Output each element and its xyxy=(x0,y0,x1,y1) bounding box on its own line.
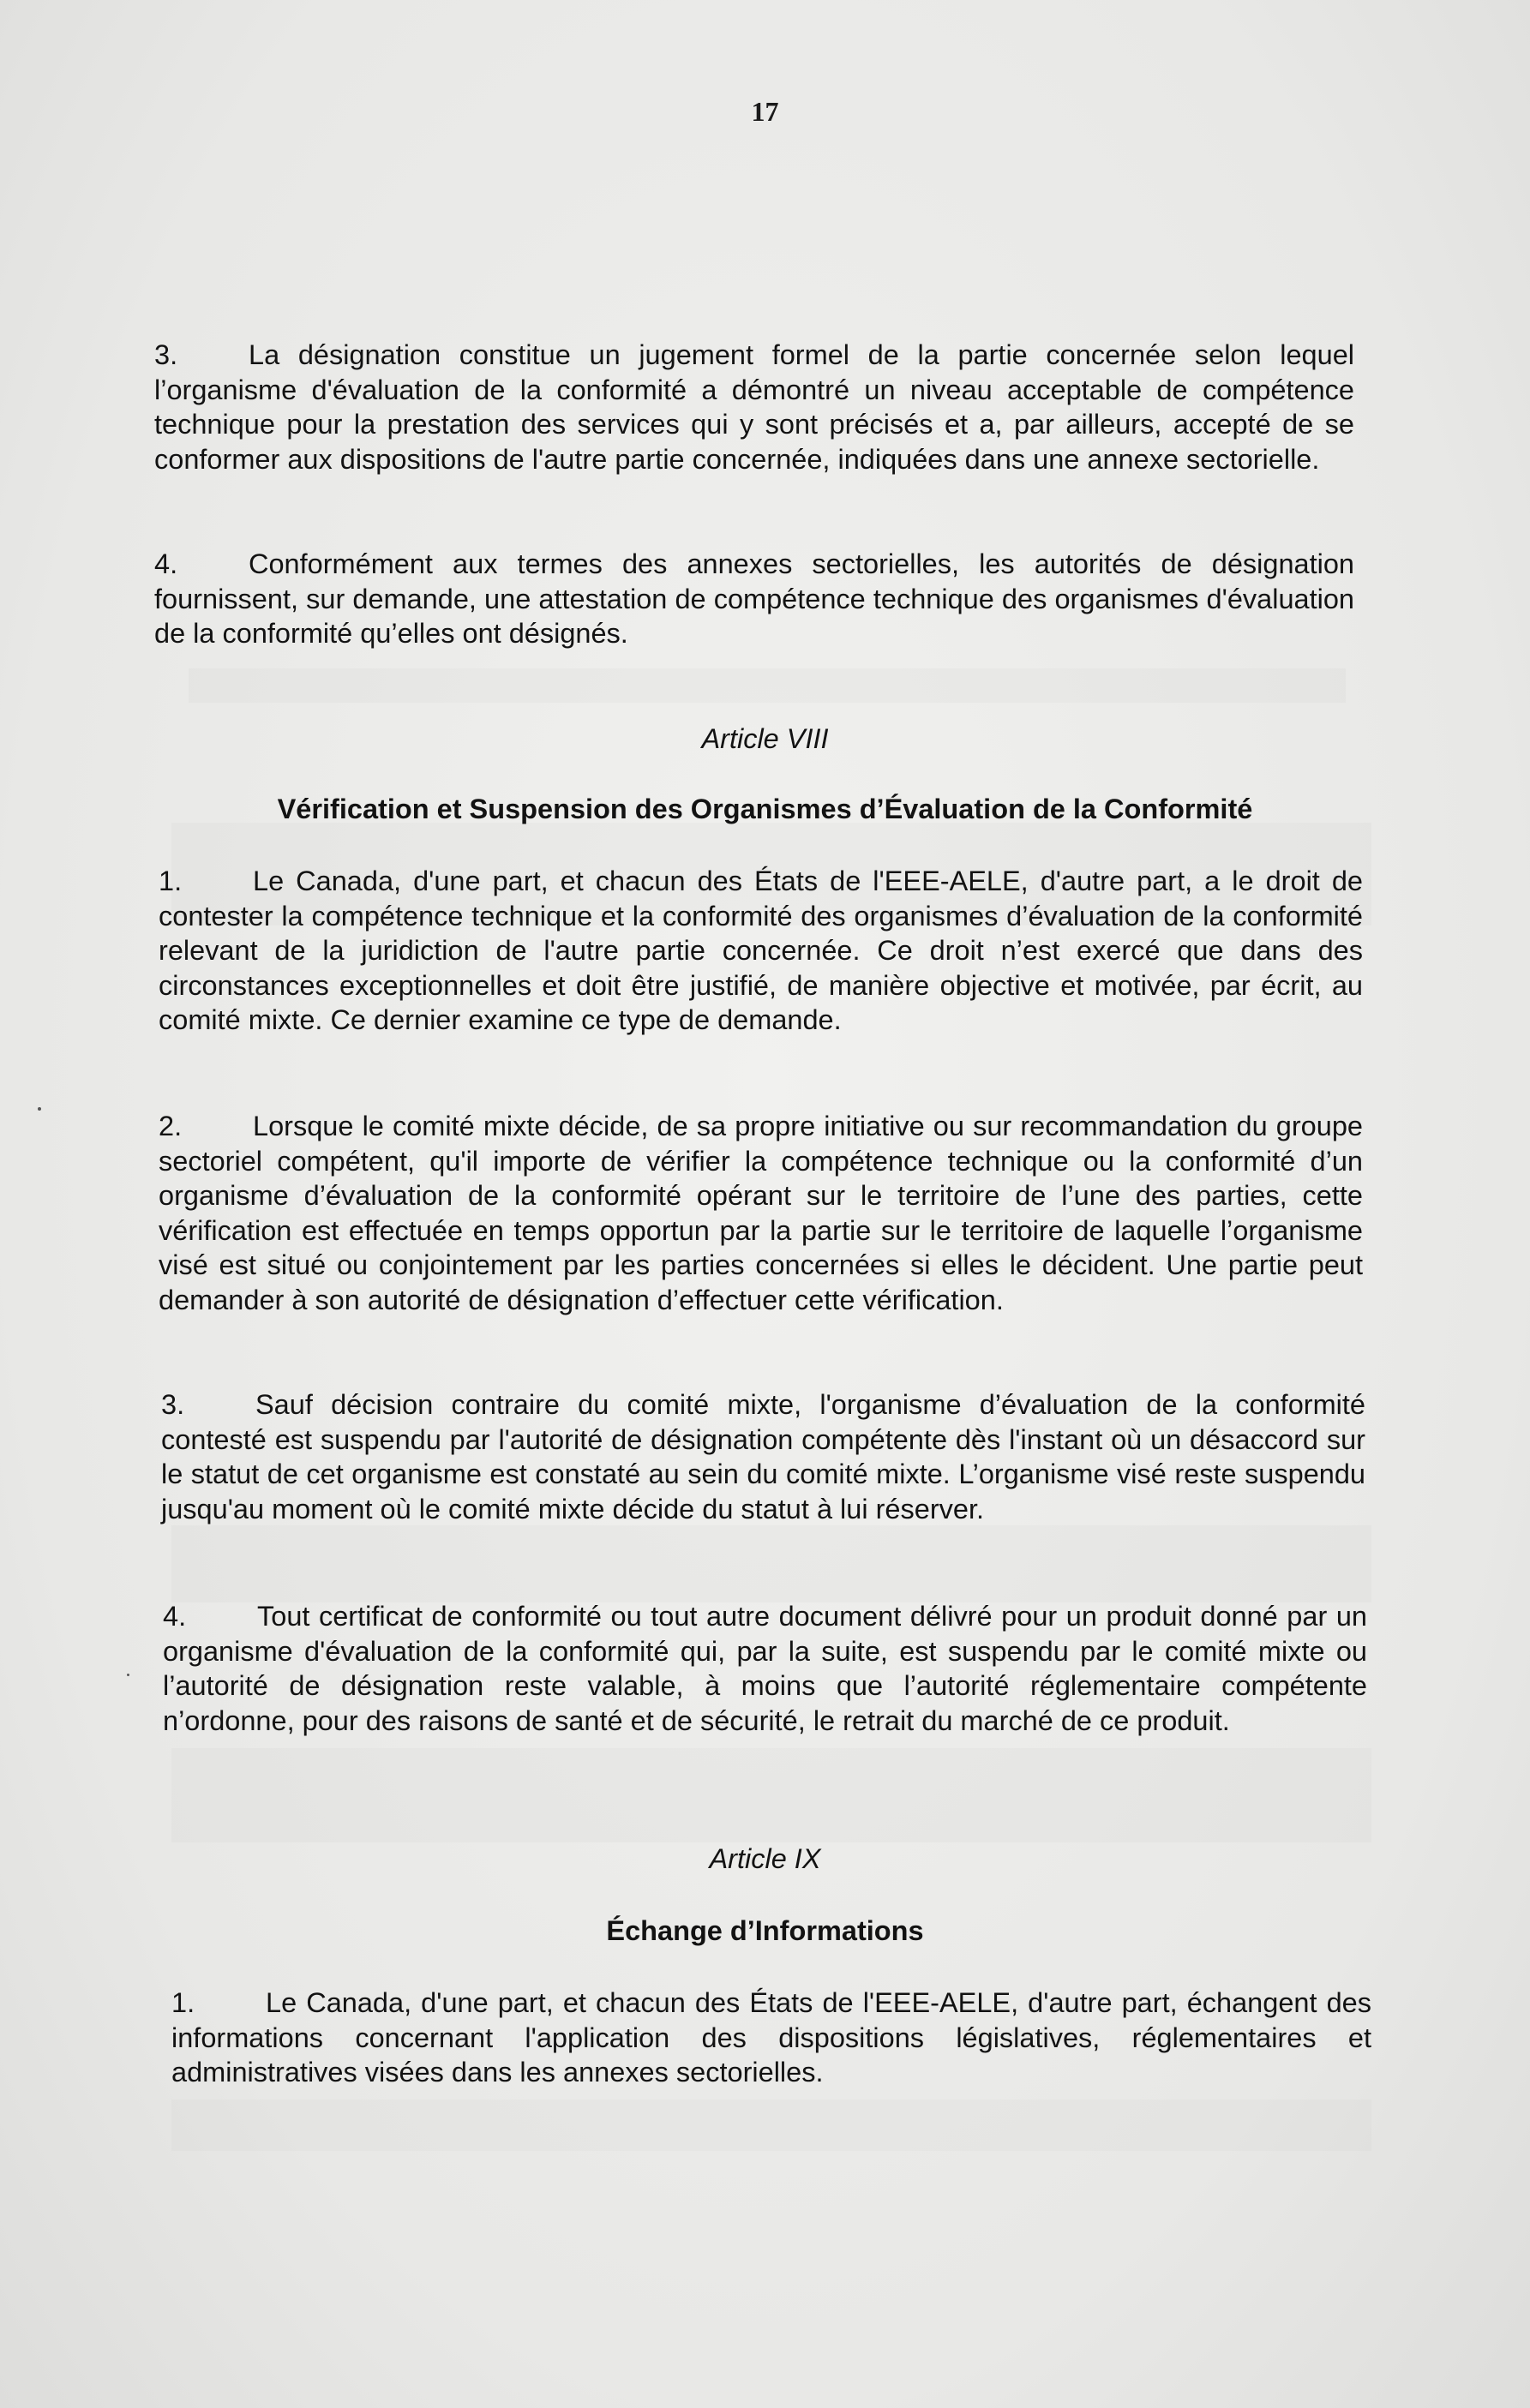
bleed-through-artifact xyxy=(171,1525,1371,1602)
paragraph xyxy=(171,1986,1371,2090)
paragraph xyxy=(161,1387,1365,1526)
paragraph-number: 2. xyxy=(159,1111,183,1141)
paragraph-text: Le Canada, d'une part, et chacun des États de l'EEE-AELE, d'autre part, échangent des informations concernant l'application des dispositions législatives, réglementaires et administratives visées dans les annexes sectorielles. xyxy=(171,1987,1371,2088)
scan-speck xyxy=(38,1107,41,1111)
paragraph-number: 1. xyxy=(171,1987,195,2018)
paragraph-text: Le Canada, d'une part, et chacun des États de l'EEE-AELE, d'autre part, a le droit de contester la compétence technique et la conformité des organismes d’évaluation de la conformité relevant de la juridiction de l'autre partie concernée. Ce droit n’est exercé que dans des circonstances exceptionnelles et doit être justifié, de manière objective et motivée, par écrit, au comité mixte. Ce dernier examine ce type de demande. xyxy=(159,866,1363,1036)
paragraph-number: 1. xyxy=(159,866,183,896)
bleed-through-artifact xyxy=(171,1748,1371,1842)
paragraph-text: Tout certificat de conformité ou tout autre document délivré pour un produit donné par un organisme d'évaluation de la conformité qui, par la suite, est suspendu par le comité mixte ou l’autorité de désignation reste valable, à moins que l’autorité réglementaire compétente n’ordonne, pour des raisons de santé et de sécurité, le retrait du marché de ce produit. xyxy=(163,1601,1367,1736)
page-number: 17 xyxy=(751,96,779,127)
bleed-through-artifact xyxy=(171,2100,1371,2151)
paragraph-text: La désignation constitue un jugement formel de la partie concernée selon lequel l’organisme d'évaluation de la conformité a démontré un niveau acceptable de compétence technique pour la prestation des services qui y sont précisés et a, par ailleurs, accepté de se conformer aux dispositions de l'autre partie concernée, indiquées dans une annexe sectorielle. xyxy=(154,339,1354,475)
paragraph-number: 3. xyxy=(154,339,178,370)
paragraph xyxy=(163,1599,1367,1738)
article-heading: Échange d’Informations xyxy=(606,1915,924,1946)
paragraph-text: Conformément aux termes des annexes sectorielles, les autorités de désignation fournissent, sur demande, une attestation de compétence technique des organismes d'évaluation de la conformité qu’elles ont désignés. xyxy=(154,548,1354,650)
paragraph-number: 4. xyxy=(163,1601,187,1632)
paragraph-number: 4. xyxy=(154,548,178,579)
article-label: Article VIII xyxy=(701,723,829,754)
paragraph xyxy=(159,864,1363,1038)
paragraph xyxy=(154,547,1354,651)
paragraph-number: 3. xyxy=(161,1389,185,1420)
article-label: Article IX xyxy=(709,1843,821,1874)
bleed-through-artifact xyxy=(189,668,1346,703)
paragraph xyxy=(159,1109,1363,1318)
article-heading: Vérification et Suspension des Organismes d’Évaluation de la Conformité xyxy=(277,794,1253,824)
paragraph-text: Lorsque le comité mixte décide, de sa propre initiative ou sur recommandation du groupe sectoriel compétent, qu'il importe de vérifier la compétence technique ou la conformité d’un organisme d’évaluation de la conformité opérant sur le territoire de l’une des parties, cette vérification est effectuée en temps opportun par la partie sur le territoire de laquelle l’organisme visé est situé ou conjointement par les parties concernées si elles le décident. Une partie peut demander à son autorité de désignation d’effectuer cette vérification. xyxy=(159,1111,1363,1315)
paragraph-text: Sauf décision contraire du comité mixte, l'organisme d’évaluation de la conformité contesté est suspendu par l'autorité de désignation compétente dès l'instant où un désaccord sur le statut de cet organisme est constaté au sein du comité mixte. L’organisme visé reste suspendu jusqu'au moment où le comité mixte décide du statut à lui réserver. xyxy=(161,1389,1365,1524)
paragraph xyxy=(154,338,1354,476)
scan-speck xyxy=(127,1674,129,1676)
